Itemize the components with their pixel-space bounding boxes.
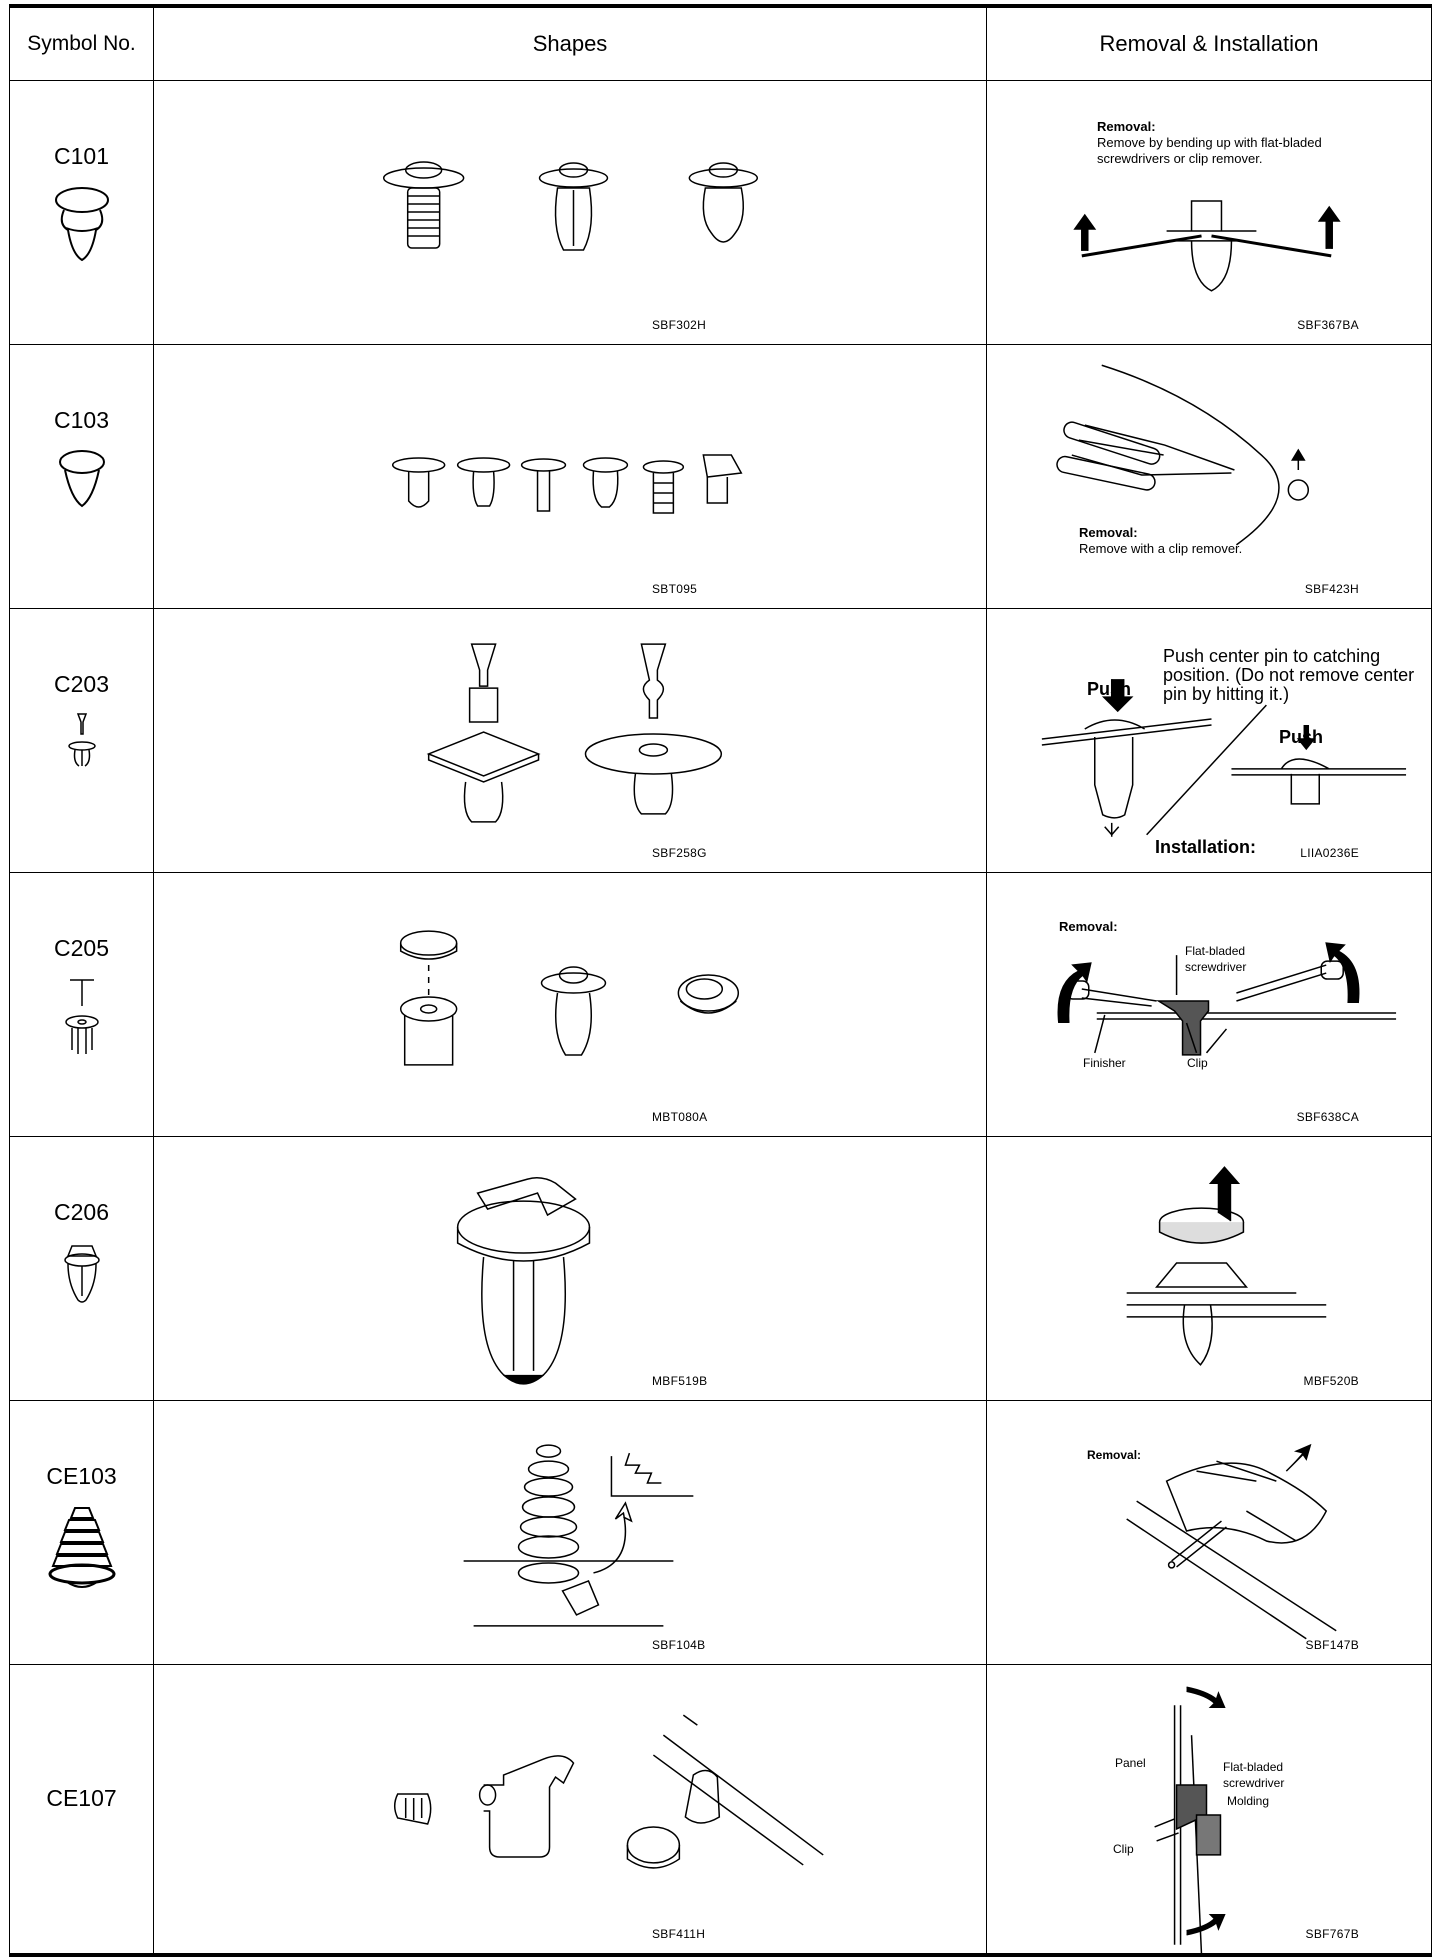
clip-shapes-figure bbox=[154, 1137, 986, 1400]
header-removal: Removal & Installation bbox=[987, 6, 1432, 81]
figure-code: SBF104B bbox=[652, 1638, 706, 1652]
removal-desc: Remove by bending up with flat-bladed screwdrivers or clip remover. bbox=[1097, 135, 1322, 166]
clip-shapes-figure bbox=[154, 609, 986, 872]
removal-cell bbox=[987, 873, 1432, 1137]
removal-title: Removal: bbox=[1087, 1448, 1142, 1462]
removal-title: Removal: bbox=[1079, 525, 1138, 540]
removal-illustration bbox=[987, 1401, 1431, 1664]
figure-code: SBF638CA bbox=[1296, 1110, 1359, 1124]
removal-desc: Remove with a clip remover. bbox=[1079, 541, 1243, 556]
figure-code: MBF520B bbox=[1303, 1374, 1359, 1388]
figure-code: MBF519B bbox=[652, 1374, 708, 1388]
figure-code: SBF258G bbox=[652, 846, 707, 860]
clip-table-sheet bbox=[9, 4, 1431, 1941]
push-label: Push bbox=[1087, 679, 1132, 699]
figure-code: SBF423H bbox=[1304, 582, 1359, 596]
figure-code: LIIA0236E bbox=[1300, 846, 1359, 860]
symbol-cell bbox=[10, 81, 154, 345]
table-row bbox=[10, 345, 1432, 609]
shapes-cell bbox=[154, 1665, 987, 1956]
removal-title: Removal: bbox=[1097, 119, 1156, 134]
symbol-number: C205 bbox=[54, 935, 109, 961]
clip-label: Clip bbox=[1187, 1056, 1208, 1070]
clip-shapes-figure bbox=[154, 345, 986, 608]
shapes-cell bbox=[154, 1401, 987, 1665]
installation-label: Installation: bbox=[1155, 837, 1257, 857]
removal-illustration bbox=[987, 873, 1431, 1136]
removal-cell bbox=[987, 1401, 1432, 1665]
removal-cell bbox=[987, 609, 1432, 873]
figure-code: SBF147B bbox=[1305, 1638, 1359, 1652]
symbol-cell bbox=[10, 873, 154, 1137]
finisher-label: Finisher bbox=[1083, 1056, 1126, 1070]
clip-label: Clip bbox=[1113, 1842, 1134, 1856]
table-header-row bbox=[10, 6, 1432, 81]
screwdriver-label: Flat-bladed screwdriver bbox=[1185, 944, 1247, 974]
figure-code: SBF302H bbox=[652, 318, 707, 332]
table-row bbox=[10, 81, 1432, 345]
figure-code: MBT080A bbox=[652, 1110, 708, 1124]
push-note: Push center pin to catching position. (Do not remove center pin by hitting it.) bbox=[1163, 646, 1415, 704]
symbol-cell bbox=[10, 345, 154, 609]
clip-shapes-figure bbox=[154, 81, 986, 344]
table-row bbox=[10, 873, 1432, 1137]
clip-ce103-icon bbox=[47, 1504, 117, 1590]
shapes-cell bbox=[154, 873, 987, 1137]
table-row bbox=[10, 1137, 1432, 1401]
removal-illustration bbox=[987, 1137, 1431, 1400]
symbol-cell bbox=[10, 1665, 154, 1956]
symbol-cell bbox=[10, 609, 154, 873]
shapes-cell bbox=[154, 609, 987, 873]
removal-cell bbox=[987, 1137, 1432, 1401]
screwdriver-label: Flat-bladed screwdriver bbox=[1223, 1760, 1285, 1790]
removal-cell bbox=[987, 345, 1432, 609]
symbol-cell bbox=[10, 1137, 154, 1401]
clip-c203-icon bbox=[67, 712, 97, 770]
table-row bbox=[10, 1665, 1432, 1956]
table-row bbox=[10, 609, 1432, 873]
molding-label: Molding bbox=[1227, 1794, 1270, 1808]
symbol-cell bbox=[10, 1401, 154, 1665]
clip-shapes-figure bbox=[154, 1401, 986, 1664]
clip-shapes-figure bbox=[154, 1665, 986, 1953]
removal-cell bbox=[987, 1665, 1432, 1956]
table-row bbox=[10, 1401, 1432, 1665]
clip-c205-icon bbox=[64, 976, 100, 1066]
figure-code: SBF411H bbox=[652, 1927, 706, 1941]
clip-c101-icon bbox=[52, 184, 112, 264]
symbol-number: C103 bbox=[54, 407, 109, 433]
shapes-cell bbox=[154, 81, 987, 345]
clip-c206-icon bbox=[62, 1240, 102, 1306]
shapes-cell bbox=[154, 1137, 987, 1401]
header-symbol: Symbol No. bbox=[10, 6, 154, 81]
figure-code: SBF767B bbox=[1305, 1927, 1359, 1941]
symbol-number: C203 bbox=[54, 671, 109, 697]
figure-code: SBT095 bbox=[652, 582, 698, 596]
clip-shapes-figure bbox=[154, 873, 986, 1136]
header-shapes: Shapes bbox=[154, 6, 987, 81]
removal-title: Removal: bbox=[1059, 919, 1118, 934]
panel-label: Panel bbox=[1115, 1756, 1146, 1770]
figure-code: SBF367BA bbox=[1297, 318, 1359, 332]
symbol-number: CE107 bbox=[46, 1785, 117, 1811]
symbol-number: C101 bbox=[54, 143, 109, 169]
symbol-number: CE103 bbox=[46, 1463, 117, 1489]
symbol-number: C206 bbox=[54, 1199, 109, 1225]
clip-c103-icon bbox=[57, 448, 107, 510]
shapes-cell bbox=[154, 345, 987, 609]
push-label-2: Push bbox=[1279, 727, 1324, 747]
removal-illustration bbox=[987, 345, 1431, 608]
clip-table bbox=[9, 4, 1432, 1957]
removal-illustration bbox=[987, 1665, 1431, 1953]
removal-cell bbox=[987, 81, 1432, 345]
